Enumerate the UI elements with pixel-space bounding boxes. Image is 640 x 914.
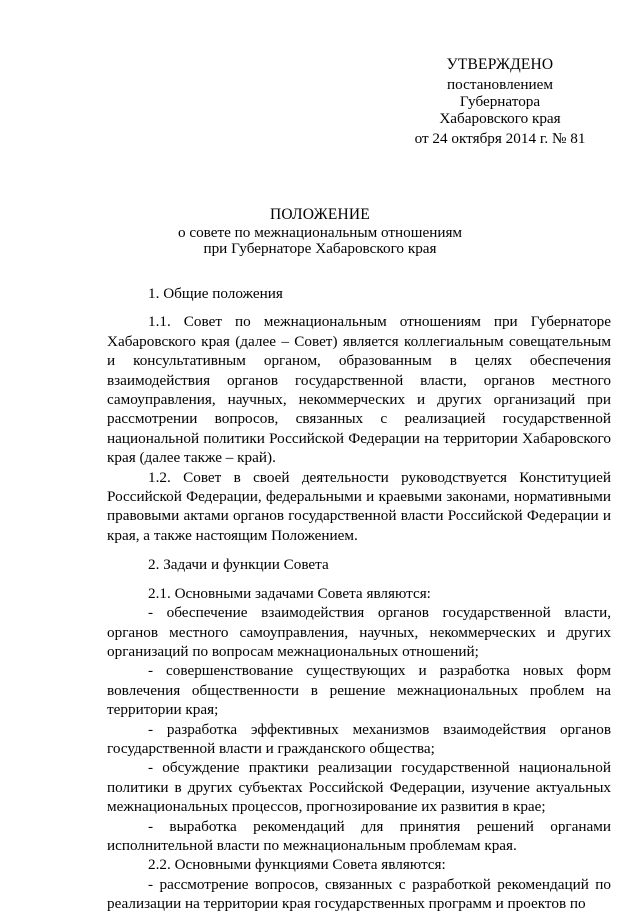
list-item: - обеспечение взаимодействия органов государственной власти, органов местного самоуправления, научных, некоммерческих и других организаций по вопросам межнациональных отношений; <box>107 604 611 660</box>
document-subtitle: при Губернаторе Хабаровского края <box>203 240 437 257</box>
list-item: - рассмотрение вопросов, связанных с разработкой рекомендаций по реализации на территории края государственных программ и проектов по <box>107 875 611 913</box>
approval-line: Губернатора <box>459 93 541 110</box>
document-title: ПОЛОЖЕНИЕ <box>270 206 370 223</box>
section-heading: 1. Общие положения <box>148 285 283 302</box>
list-item: - обсуждение практики реализации государственной национальной политики в других субъектах Российской Федерации, изучение актуальных межнациональных процессов, прогнозирование их развития в крае; <box>107 759 611 816</box>
approval-stamp: УТВЕРЖДЕНО <box>446 56 554 73</box>
approval-date: от 24 октября 2014 г. № 81 <box>414 130 586 147</box>
paragraph: 2.1. Основными задачами Совета являются: <box>148 584 431 602</box>
list-item: - совершенствование существующих и разработка новых форм вовлечения общественности в решение межнациональных проблем на территории края; <box>107 662 611 719</box>
list-item: - выработка рекомендаций для принятия решений органами исполнительной власти по межнациональным проблемам края. <box>107 817 611 854</box>
paragraph: 2.2. Основными функциями Совета являются: <box>148 856 446 874</box>
document-body <box>107 284 611 914</box>
paragraph: 1.1. Совет по межнациональным отношениям при Губернаторе Хабаровского края (далее – Совет) является коллегиальным совещательным и консультативным органом, образованным в целях обеспечения взаимодействия органов государственной власти, органов местного самоуправления, научных, некоммерческих и других организаций при рассмотрении вопросов, связанных с реализацией государственной национальной политики Российской Федерации на территории Хабаровского края (далее также – край). <box>107 313 611 467</box>
approval-line: постановлением <box>446 76 554 93</box>
approval-block <box>400 56 600 147</box>
paragraph: 1.2. Совет в своей деятельности руководствуется Конституцией Российской Федерации, федеральными и краевыми законами, нормативными правовыми актами органов государственной власти Российской Федерации и края, а также настоящим Положением. <box>107 468 611 544</box>
document-title-block <box>105 207 535 257</box>
approval-line: Хабаровского края <box>439 110 561 127</box>
document-subtitle: о совете по межнациональным отношениям <box>177 224 463 241</box>
list-item: - разработка эффективных механизмов взаимодействия органов государственной власти и гражданского общества; <box>107 720 611 757</box>
section-heading: 2. Задачи и функции Совета <box>148 556 329 574</box>
